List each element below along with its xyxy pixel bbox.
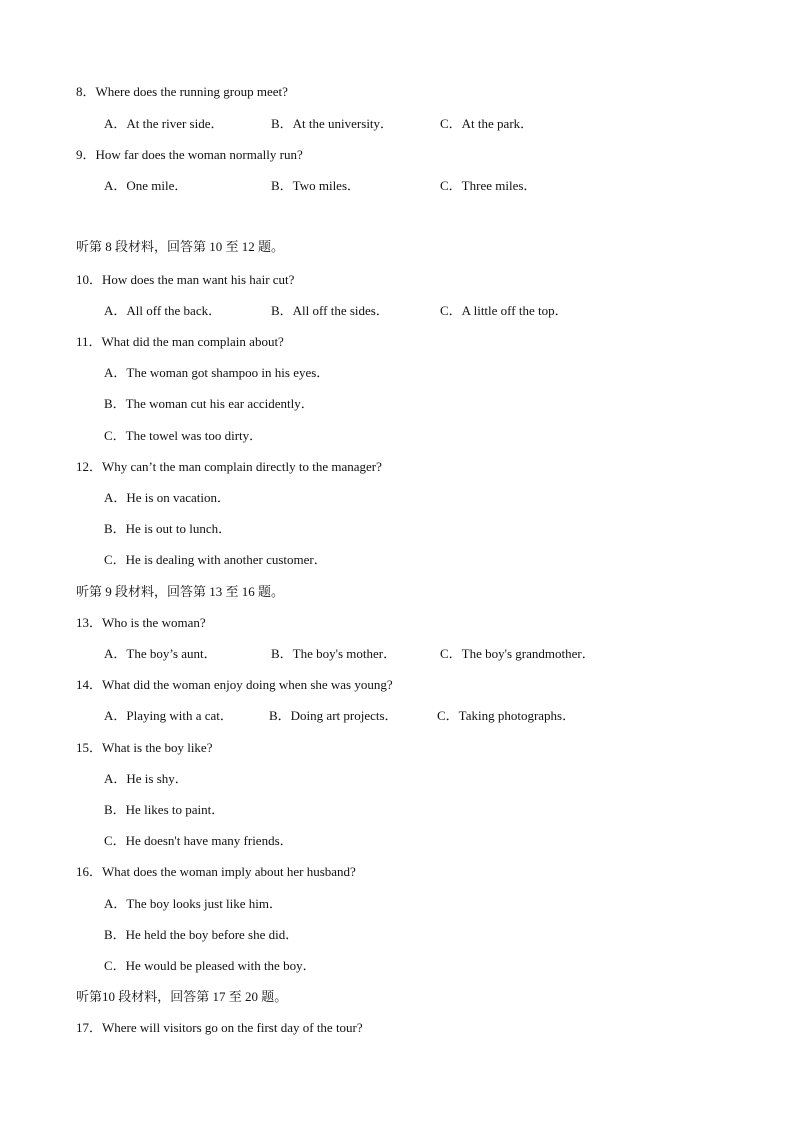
question-13-option-c: C．The boy's grandmother．: [440, 646, 595, 661]
question-8-option-b: B．At the university．: [271, 116, 394, 131]
question-11-option-c: C．The towel was too dirty．: [104, 428, 263, 443]
question-15-option-c: C．He doesn't have many friends．: [104, 833, 293, 848]
question-14-stem: 14．What did the woman enjoy doing when she was young?: [76, 677, 393, 692]
question-16-stem: 16．What does the woman imply about her husband?: [76, 864, 356, 879]
question-10-option-a: A．All off the back．: [104, 303, 222, 318]
question-15-stem: 15．What is the boy like?: [76, 740, 213, 755]
question-11-option-b: B．The woman cut his ear accidently．: [104, 396, 314, 411]
question-9-stem: 9．How far does the woman normally run?: [76, 147, 303, 162]
question-11-option-a: A．The woman got shampoo in his eyes．: [104, 365, 330, 380]
question-11-stem: 11．What did the man complain about?: [76, 334, 284, 349]
section-8-heading: 听第 8 段材料，回答第 10 至 12 题。: [76, 239, 285, 254]
question-13-option-a: A．The boy’s aunt．: [104, 646, 217, 661]
question-16-option-b: B．He held the boy before she did．: [104, 927, 299, 942]
question-15-option-b: B．He likes to paint．: [104, 802, 225, 817]
question-8-option-c: C．At the park．: [440, 116, 534, 131]
question-8-option-a: A．At the river side．: [104, 116, 224, 131]
question-9-option-a: A．One mile．: [104, 178, 188, 193]
question-10-option-c: C．A little off the top．: [440, 303, 568, 318]
question-13-option-b: B．The boy's mother．: [271, 646, 397, 661]
question-12-option-a: A．He is on vacation．: [104, 490, 231, 505]
question-15-option-a: A．He is shy．: [104, 771, 188, 786]
section-9-heading: 听第 9 段材料，回答第 13 至 16 题。: [76, 584, 285, 599]
question-8-stem: 8．Where does the running group meet?: [76, 84, 288, 99]
question-16-option-c: C．He would be pleased with the boy．: [104, 958, 316, 973]
question-9-option-b: B．Two miles．: [271, 178, 361, 193]
question-12-option-b: B．He is out to lunch．: [104, 521, 232, 536]
question-13-stem: 13．Who is the woman?: [76, 615, 206, 630]
question-12-option-c: C．He is dealing with another customer．: [104, 552, 327, 567]
question-10-stem: 10．How does the man want his hair cut?: [76, 272, 295, 287]
question-10-option-b: B．All off the sides．: [271, 303, 389, 318]
question-16-option-a: A．The boy looks just like him．: [104, 896, 283, 911]
question-14-option-c: C．Taking photographs．: [437, 708, 576, 723]
question-9-option-c: C．Three miles．: [440, 178, 537, 193]
question-12-stem: 12．Why can’t the man complain directly to the manager?: [76, 459, 382, 474]
question-17-stem: 17．Where will visitors go on the first day of the tour?: [76, 1020, 363, 1035]
section-10-heading: 听第10 段材料，回答第 17 至 20 题。: [76, 989, 288, 1004]
question-14-option-a: A．Playing with a cat．: [104, 708, 233, 723]
question-14-option-b: B．Doing art projects．: [269, 708, 398, 723]
